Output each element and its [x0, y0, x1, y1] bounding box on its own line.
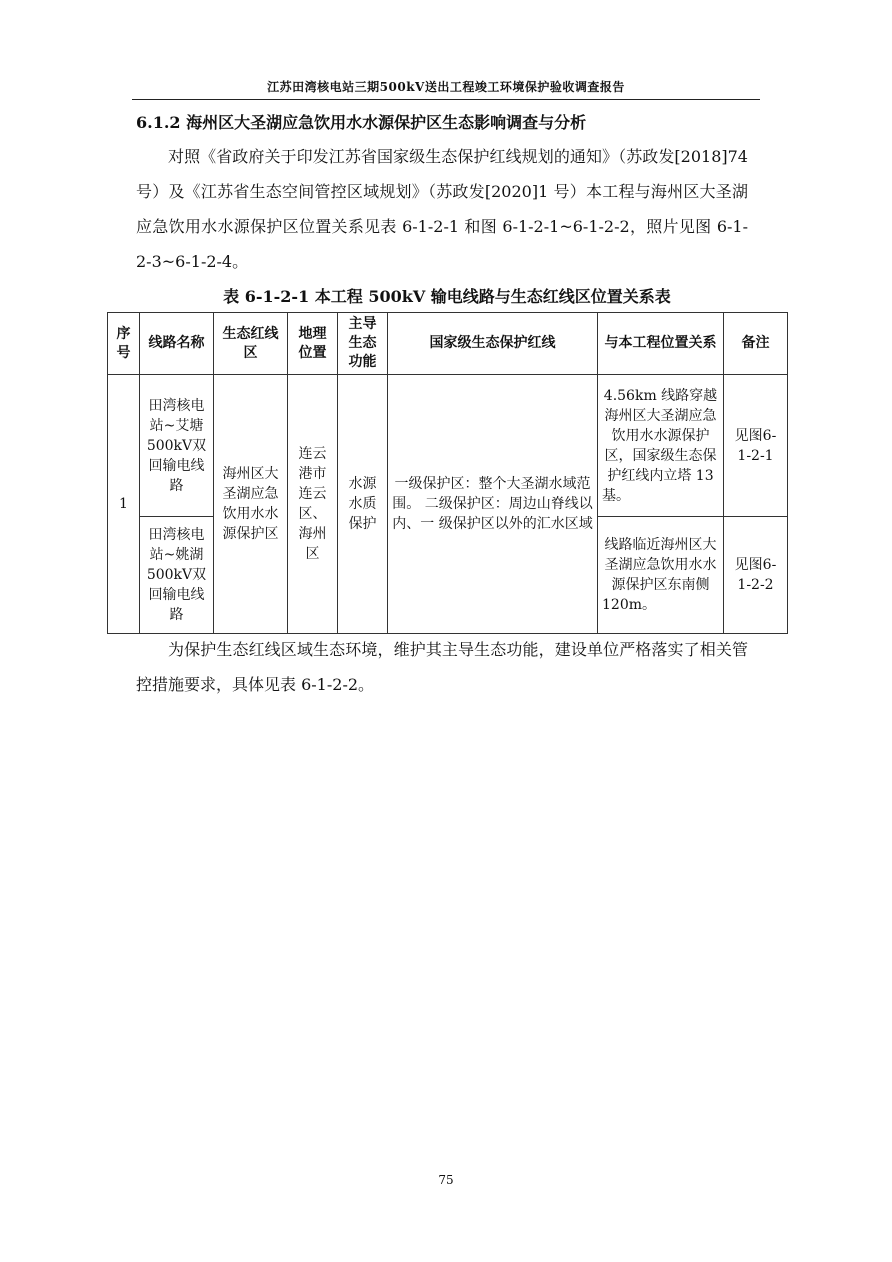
- intro-paragraph: 对照《省政府关于印发江苏省国家级生态保护红线规划的通知》（苏政发[2018]74 号）及《江苏省生态空间管控区域规划》（苏政发[2020]1 号）本工程与海州区大圣湖应急饮用水水源保护区位置关系见表 6-1-2-1 和图 6-1-2-1~6-1-2-2，照片见图 6-1-2-3~6-1-2-4。: [136, 147, 748, 271]
- note-cell: 见图6-1-2-1: [724, 375, 788, 517]
- redline-area-cell: 海州区大圣湖应急饮用水水源保护区: [214, 375, 288, 634]
- national-redline-cell: 一级保护区：整个大圣湖水域范围。 二级保护区：周边山脊线以内、一 级保护区以外的汇水区域: [388, 375, 598, 634]
- closing-paragraph: 为保护生态红线区域生态环境，维护其主导生态功能，建设单位严格落实了相关管控措施要求，具体见表 6-1-2-2。: [136, 640, 748, 694]
- header-divider: [132, 99, 760, 100]
- col-header-national-redline: 国家级生态保护红线: [388, 313, 598, 375]
- col-header-note: 备注: [724, 313, 788, 375]
- line-name-cell: 田湾核电站~艾塘500kV双回输电线路: [140, 375, 214, 517]
- col-header-relation: 与本工程位置关系: [598, 313, 724, 375]
- section-heading: 6.1.2 海州区大圣湖应急饮用水水源保护区生态影响调查与分析: [136, 113, 587, 132]
- location-cell: 连云港市连云区、海州区: [288, 375, 338, 634]
- col-header-line: 线路名称: [140, 313, 214, 375]
- table-row: [108, 375, 788, 517]
- table-caption: 表 6-1-2-1 本工程 500kV 输电线路与生态红线区位置关系表: [223, 287, 671, 306]
- table-header-row: [108, 313, 788, 375]
- note-cell: 见图6-1-2-2: [724, 517, 788, 634]
- report-header: 江苏田湾核电站三期500kV送出工程竣工环境保护验收调查报告: [267, 80, 625, 94]
- relation-table: [107, 312, 788, 634]
- relation-cell: 线路临近海州区大圣湖应急饮用水水源保护区东南侧 120m。: [598, 517, 724, 634]
- serial-cell: 1: [108, 375, 140, 634]
- page-number: 75: [438, 1173, 454, 1187]
- col-header-redline-area: 生态红线区: [214, 313, 288, 375]
- col-header-location: 地理位置: [288, 313, 338, 375]
- col-header-serial: 序号: [108, 313, 140, 375]
- relation-cell: 4.56km 线路穿越海州区大圣湖应急饮用水水源保护区，国家级生态保护红线内立塔 13 基。: [598, 375, 724, 517]
- function-cell: 水源水质保护: [338, 375, 388, 634]
- col-header-function: 主导生态功能: [338, 313, 388, 375]
- line-name-cell: 田湾核电站~姚湖500kV双回输电线路: [140, 517, 214, 634]
